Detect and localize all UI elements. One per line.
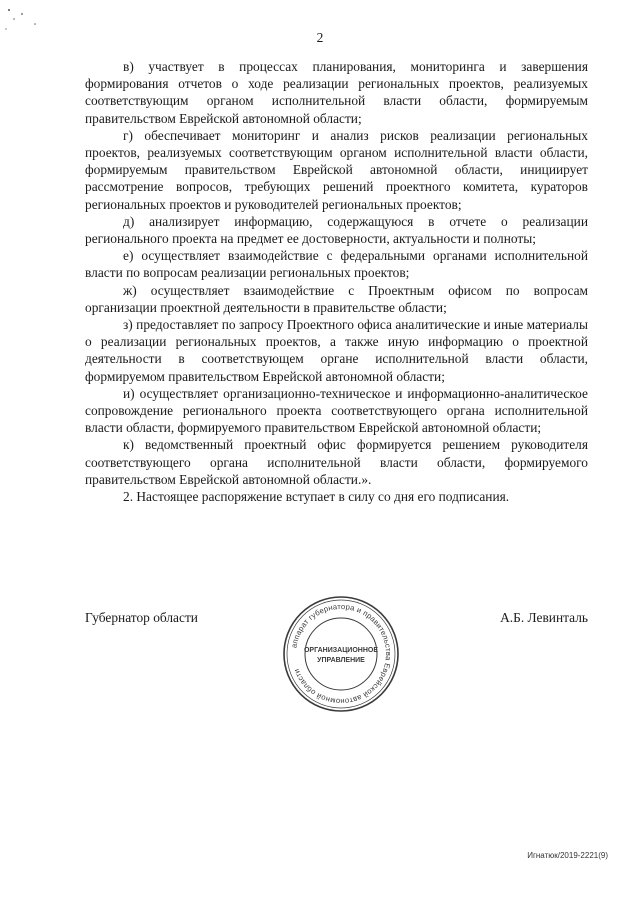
stamp-center-line-1: ОРГАНИЗАЦИОННОЕ	[303, 647, 379, 654]
paragraph-e: е) осуществляет взаимодействие с федеральными органами исполнительной власти по вопросам реализации региональных проектов;	[85, 248, 588, 281]
paragraph-z: з) предоставляет по запросу Проектного офиса аналитические и иные материалы о реализации региональных проектов, а также иную информацию о проектной деятельности в соответствующем органе исполнительной власти области, формируемом правительством Еврейской автономной области;	[85, 317, 588, 384]
paragraph-effective-date: 2. Настоящее распоряжение вступает в силу со дня его подписания.	[123, 489, 510, 505]
document-reference: Игнатюк/2019-2221(9)	[527, 851, 608, 860]
stamp-ring-text: аппарат губернатора и правительства Еврейской автономной области	[289, 601, 394, 707]
paragraph-i: и) осуществляет организационно-техническое и информационно-аналитическое сопровождение регионального проекта соответствующего органа исполнительной власти области, формируемого правительством Еврейской автономной области;	[85, 385, 588, 436]
document-body	[85, 58, 588, 505]
signature-block	[85, 601, 588, 718]
stamp-center-line-2: УПРАВЛЕНИЕ	[317, 657, 365, 664]
signatory-title: Губернатор области	[85, 610, 198, 625]
paragraph-k: к) ведомственный проектный офис формируется решением руководителя соответствующего органа исполнительной власти области, формируемого правительством Еврейской автономной области.».	[85, 437, 588, 487]
signatory-name: А.Б. Левинталь	[500, 610, 588, 625]
paragraph-zh: ж) осуществляет взаимодействие с Проектным офисом по вопросам организации проектной деятельности в правительстве области;	[85, 282, 588, 315]
paragraph-d: д) анализирует информацию, содержащуюся в отчете о реализации регионального проекта на предмет ее достоверности, актуальности и полноты;	[85, 213, 588, 247]
paragraph-g: г) обеспечивает мониторинг и анализ рисков реализации региональных проектов, реализуемых соответствующим органом исполнительной власти области, формируемым правительством Еврейской автономной области, инициирует рассмотрение вопросов, требующих решений проектного комитета, кураторов региональных проектов и руководителей региональных проектов;	[85, 127, 588, 212]
official-stamp	[281, 594, 401, 714]
page-number: 2	[316, 30, 324, 45]
paragraph-v: в) участвует в процессах планирования, мониторинга и завершения формирования отчетов о ходе реализации региональных проектов, реализуемых соответствующим органом исполнительной власти области, формируемым правительством Еврейской автономной области;	[85, 59, 588, 126]
